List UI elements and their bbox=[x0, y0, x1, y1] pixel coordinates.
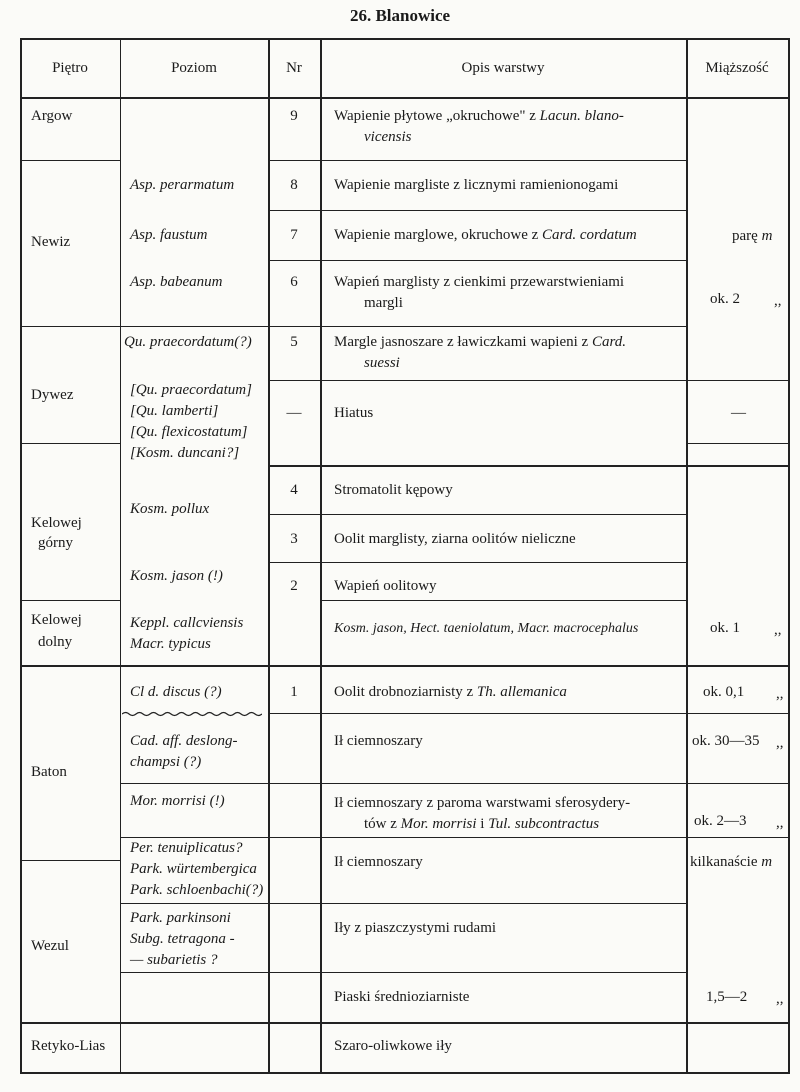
poziom-sep bbox=[120, 326, 268, 327]
layer-nr-7: 7 bbox=[290, 227, 298, 243]
poziom-sep bbox=[120, 972, 268, 973]
row-sep bbox=[270, 260, 688, 261]
zone-perarmatum: Asp. perarmatum bbox=[130, 177, 235, 193]
zone-bracket-3: [Qu. flexicostatum] bbox=[130, 424, 248, 440]
thickness-152: 1,5—2 bbox=[706, 989, 748, 1005]
row-sep bbox=[270, 326, 688, 327]
thickness-ok01: ok. 0,1 bbox=[703, 684, 745, 700]
zone-subarietis: — subarietis ? bbox=[130, 952, 218, 968]
desc-5-line2: suessi bbox=[364, 355, 400, 371]
header-nr: Nr bbox=[286, 60, 302, 76]
thickness-sep bbox=[688, 713, 788, 714]
header-miazszosc: Miąższość bbox=[705, 60, 769, 76]
row-sep bbox=[270, 972, 688, 973]
desc-il-3: Ił ciemnoszary bbox=[334, 854, 423, 870]
row-sep bbox=[270, 210, 688, 211]
desc-hiatus: Hiatus bbox=[334, 405, 374, 421]
major-divider bbox=[20, 665, 790, 667]
major-divider bbox=[20, 1022, 790, 1024]
zone-tetragona: Subg. tetragona - bbox=[130, 931, 235, 947]
desc-6-line2: margli bbox=[364, 295, 403, 311]
zone-clydoniceras: Cl d. discus (?) bbox=[130, 684, 222, 700]
thickness-hiatus: — bbox=[731, 405, 746, 421]
zone-tenuiplicatus: Per. tenuiplicatus? bbox=[130, 840, 243, 856]
zone-wurtembergica: Park. würtembergica bbox=[130, 861, 257, 877]
thickness-pare: parę m bbox=[732, 228, 773, 244]
layer-nr-2: 2 bbox=[290, 578, 298, 594]
poziom-sep bbox=[120, 903, 268, 904]
poziom-sep bbox=[120, 783, 268, 784]
desc-7: Wapienie marglowe, okruchowe z Card. cordatum bbox=[334, 227, 637, 243]
header-opis: Opis warstwy bbox=[461, 60, 545, 76]
zone-praecordatum: Qu. praecordatum(?) bbox=[124, 334, 252, 350]
layer-nr-9: 9 bbox=[290, 108, 298, 124]
desc-szaro-oliwkowe: Szaro-oliwkowe iły bbox=[334, 1038, 452, 1054]
thickness-ok2-ditto: ,, bbox=[774, 293, 782, 309]
zone-morrisi: Mor. morrisi (!) bbox=[130, 793, 225, 809]
unconformity-wavy-line bbox=[122, 711, 262, 717]
stage-baton: Baton bbox=[31, 764, 67, 780]
thickness-ok3035-ditto: ,, bbox=[776, 735, 784, 751]
table-top-border bbox=[20, 38, 790, 40]
zone-pollux: Kosm. pollux bbox=[130, 501, 210, 517]
zone-schloenbachi: Park. schloenbachi(?) bbox=[130, 882, 264, 898]
zone-bracket-1: [Qu. praecordatum] bbox=[130, 382, 252, 398]
stage-dywez: Dywez bbox=[31, 387, 74, 403]
zone-parkinsoni: Park. parkinsoni bbox=[130, 910, 231, 926]
desc-6-line1: Wapień marglisty z cienkimi przewarstwieniami bbox=[334, 274, 625, 290]
major-divider bbox=[270, 465, 788, 467]
pietro-sep bbox=[22, 443, 120, 444]
layer-nr-5: 5 bbox=[290, 334, 298, 350]
desc-il-2-line2: tów z Mor. morrisi i Tul. subcontractus bbox=[364, 816, 600, 832]
zone-bracket-2: [Qu. lamberti] bbox=[130, 403, 219, 419]
col-sep-4 bbox=[686, 38, 688, 1073]
desc-ily: Iły z piaszczystymi rudami bbox=[334, 920, 497, 936]
header-pietro: Piętro bbox=[52, 60, 88, 76]
layer-nr-8: 8 bbox=[290, 177, 298, 193]
desc-9-line1: Wapienie płytowe „okruchowe" z Lacun. blano- bbox=[334, 108, 624, 124]
thickness-ok23: ok. 2—3 bbox=[694, 813, 747, 829]
pietro-sep bbox=[22, 160, 120, 161]
thickness-152-ditto: ,, bbox=[776, 991, 784, 1007]
zone-bracket-4: [Kosm. duncani?] bbox=[130, 445, 240, 461]
thickness-sep bbox=[688, 443, 788, 444]
thickness-ok23-ditto: ,, bbox=[776, 815, 784, 831]
page-title: 26. Blanowice bbox=[349, 6, 451, 25]
desc-9-line2: vicensis bbox=[364, 129, 412, 145]
col-sep-1 bbox=[120, 38, 121, 1073]
row-sep bbox=[270, 713, 688, 714]
thickness-sep bbox=[688, 380, 788, 381]
layer-nr-1: 1 bbox=[290, 684, 298, 700]
row-sep bbox=[320, 600, 688, 601]
row-sep bbox=[270, 837, 688, 838]
desc-il-2-line1: Ił ciemnoszary z paroma warstwami sferosydery- bbox=[334, 795, 631, 811]
layer-nr-4: 4 bbox=[290, 482, 298, 498]
desc-1: Oolit drobnoziarnisty z Th. allemanica bbox=[334, 684, 567, 700]
thickness-ok3035: ok. 30—35 bbox=[692, 733, 760, 749]
zone-babeanum: Asp. babeanum bbox=[130, 274, 223, 290]
table-right-border bbox=[788, 38, 790, 1073]
stage-retyko-lias: Retyko-Lias bbox=[31, 1038, 106, 1054]
header-bottom-border bbox=[20, 97, 790, 99]
layer-nr-hiatus: — bbox=[286, 405, 302, 421]
desc-2: Wapień oolitowy bbox=[334, 578, 437, 594]
pietro-sep bbox=[22, 326, 120, 327]
stage-wezul: Wezul bbox=[31, 938, 69, 954]
desc-5-line1: Margle jasnoszare z ławiczkami wapieni z Card. bbox=[334, 334, 626, 350]
stage-newiz: Newiz bbox=[31, 234, 71, 250]
stage-kelowej-gorny: Kelowej bbox=[31, 515, 82, 531]
desc-8: Wapienie margliste z licznymi ramienionogami bbox=[334, 177, 619, 193]
thickness-sep bbox=[688, 837, 788, 838]
stage-kelowej-dolny-sub: dolny bbox=[38, 634, 73, 650]
zone-keppl: Keppl. callcviensis bbox=[130, 615, 244, 631]
row-sep bbox=[270, 380, 688, 381]
desc-kosm-fauna: Kosm. jason, Hect. taeniolatum, Macr. macrocephalus bbox=[334, 621, 639, 636]
thickness-ok01-ditto: ,, bbox=[776, 686, 784, 702]
thickness-ok1-ditto: ,, bbox=[774, 622, 782, 638]
thickness-sep bbox=[688, 783, 788, 784]
stage-argow: Argow bbox=[31, 108, 73, 124]
pietro-sep bbox=[22, 860, 120, 861]
table-left-border bbox=[20, 38, 22, 1073]
row-sep bbox=[270, 903, 688, 904]
thickness-ok1: ok. 1 bbox=[710, 620, 740, 636]
thickness-kilkanascie: kilkanaście m bbox=[690, 854, 773, 870]
zone-cadomites-2: champsi (?) bbox=[130, 754, 202, 770]
desc-il-1: Ił ciemnoszary bbox=[334, 733, 423, 749]
row-sep bbox=[270, 783, 688, 784]
desc-4: Stromatolit kępowy bbox=[334, 482, 453, 498]
zone-jason: Kosm. jason (!) bbox=[130, 568, 223, 584]
desc-piaski: Piaski średnioziarniste bbox=[334, 989, 470, 1005]
layer-nr-6: 6 bbox=[290, 274, 298, 290]
col-sep-3 bbox=[320, 38, 322, 1073]
row-sep bbox=[270, 514, 688, 515]
zone-faustum: Asp. faustum bbox=[130, 227, 208, 243]
pietro-sep bbox=[22, 600, 120, 601]
stage-kelowej-gorny-sub: górny bbox=[38, 535, 73, 551]
row-sep bbox=[270, 160, 688, 161]
row-sep bbox=[270, 562, 688, 563]
stage-kelowej-dolny: Kelowej bbox=[31, 612, 82, 628]
zone-cadomites-1: Cad. aff. deslong- bbox=[130, 733, 238, 749]
layer-nr-3: 3 bbox=[290, 531, 298, 547]
desc-3: Oolit marglisty, ziarna oolitów nieliczne bbox=[334, 531, 576, 547]
zone-macr: Macr. typicus bbox=[130, 636, 211, 652]
header-poziom: Poziom bbox=[171, 60, 217, 76]
table-bottom-border bbox=[20, 1072, 790, 1074]
thickness-ok2: ok. 2 bbox=[710, 291, 740, 307]
